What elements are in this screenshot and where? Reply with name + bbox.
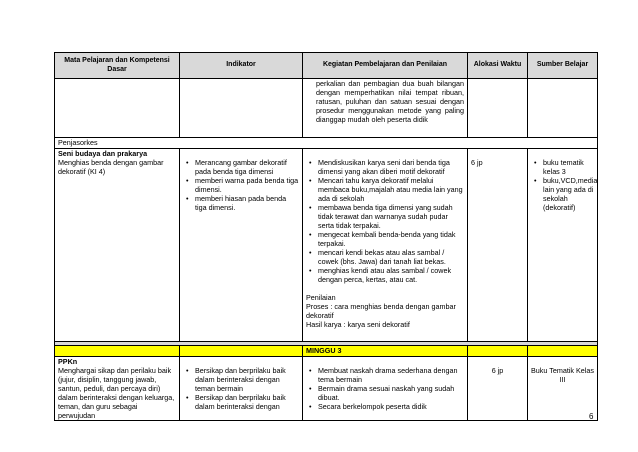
cell-ppkn-kd	[55, 357, 180, 421]
cell-empty	[180, 79, 303, 138]
cell-ppkn-time	[468, 357, 528, 421]
penjasorkes-label: Penjasorkes	[55, 138, 598, 149]
indicator-item: • Bersikap dan berprilaku baik dalam berinteraksi dengan teman bermain	[195, 366, 299, 393]
activity-item: • Secara berkelompok peserta didik	[318, 402, 464, 411]
cell-ppkn-source	[528, 357, 598, 421]
header-indicator: Indikator	[180, 53, 303, 79]
seni-budaya-row	[55, 149, 598, 342]
indicator-item: • memberi hiasan pada benda tiga dimensi.	[195, 194, 299, 212]
header-activities: Kegiatan Pembelajaran dan Penilaian	[303, 53, 468, 79]
lesson-plan-table	[54, 52, 598, 421]
continued-row	[55, 79, 598, 138]
week-cell-empty	[468, 346, 528, 357]
cell-continued-text	[303, 79, 468, 138]
week-cell-empty	[528, 346, 598, 357]
continued-text: perkalian dan pembagian dua buah bilangan dengan memperhatikan nilai tempat ribuan, ratusan, puluhan dan satuan sesuai dengan prosedur menggunakan metode yang paling dianggap mudah oleh peserta didik	[316, 79, 464, 124]
indicator-list	[183, 158, 299, 212]
penjasorkes-label-row	[55, 138, 598, 149]
indicator-item: • Merancang gambar dekoratif pada benda tiga dimensi	[195, 158, 299, 176]
cell-empty	[55, 79, 180, 138]
activity-item: • mencari kendi bekas atau alas sambal / cowek (bhs. Jawa) dari tanah liat bekas.	[318, 248, 464, 266]
cell-seni-activities	[303, 149, 468, 342]
kd-seni-budaya: Menghias benda dengan gambar dekoratif (KI 4)	[58, 158, 164, 176]
cell-empty	[468, 79, 528, 138]
activity-item: • Bermain drama sesuai naskah yang sudah dibuat.	[318, 384, 464, 402]
activity-item: • menghias kendi atau alas sambal / cowek dengan perca, kertas, atau cat.	[318, 266, 464, 284]
activity-list	[306, 158, 464, 284]
header-sources: Sumber Belajar	[528, 53, 598, 79]
kd-ppkn: Menghargai sikap dan perilaku baik (jujur, disiplin, tanggung jawab, santun, peduli, dan percaya diri) dalam berinteraksi dengan keluarga, teman, dan guru sebagai perwujudan	[58, 366, 175, 420]
cell-seni-indicators	[180, 149, 303, 342]
source-list	[531, 158, 598, 212]
ppkn-indicator-list	[183, 366, 299, 411]
ppkn-row	[55, 357, 598, 421]
week-row	[55, 346, 598, 357]
activity-item: • Membuat naskah drama sederhana dengan tema bermain	[318, 366, 464, 384]
time-allocation: 6 jp	[471, 158, 483, 167]
cell-ppkn-activities	[303, 357, 468, 421]
week-cell-empty	[55, 346, 180, 357]
cell-seni-time	[468, 149, 528, 342]
week-cell-empty	[180, 346, 303, 357]
header-subject-kd: Mata Pelajaran dan Kompetensi Dasar	[55, 53, 180, 79]
assessment-process: Proses : cara menghias benda dengan gambar dekoratif	[306, 302, 456, 320]
ppkn-activity-list	[306, 366, 464, 411]
subject-seni-budaya: Seni budaya dan prakarya	[58, 149, 148, 158]
indicator-item: • memberi warna pada benda tiga dimensi.	[195, 176, 299, 194]
cell-ppkn-indicators	[180, 357, 303, 421]
header-time: Alokasi Waktu	[468, 53, 528, 79]
indicator-item: • Bersikap dan berprilaku baik dalam berinteraksi dengan	[195, 393, 299, 411]
activity-item: • mengecat kembali benda-benda yang tidak terpakai.	[318, 230, 464, 248]
week-label: MINGGU 3	[303, 346, 468, 357]
activity-item: • membawa benda tiga dimensi yang sudah tidak terawat dan warnanya sudah pudar serta tidak terpakai.	[318, 203, 464, 230]
assessment-title: Penilaian	[306, 293, 336, 302]
table-header-row	[55, 53, 598, 79]
assessment-result: Hasil karya : karya seni dekoratif	[306, 320, 410, 329]
cell-seni-kd	[55, 149, 180, 342]
source-item: • buku tematik kelas 3	[543, 158, 594, 176]
cell-seni-sources	[528, 149, 598, 342]
time-allocation: 6 jp	[491, 366, 504, 375]
page-number: 6	[589, 412, 594, 421]
activity-item: • Mencari tahu karya dekoratif melalui membaca buku,majalah atau media lain yang ada di sekolah	[318, 176, 464, 203]
cell-empty	[528, 79, 598, 138]
source-item: • buku,VCD,media lain yang ada di sekolah (dekoratif)	[543, 176, 594, 212]
ppkn-source: Buku Tematik Kelas III	[531, 366, 594, 384]
subject-ppkn: PPKn	[58, 357, 78, 366]
activity-item: • Mendiskusikan karya seni dari benda tiga dimensi yang akan diberi motif dekoratif	[318, 158, 464, 176]
